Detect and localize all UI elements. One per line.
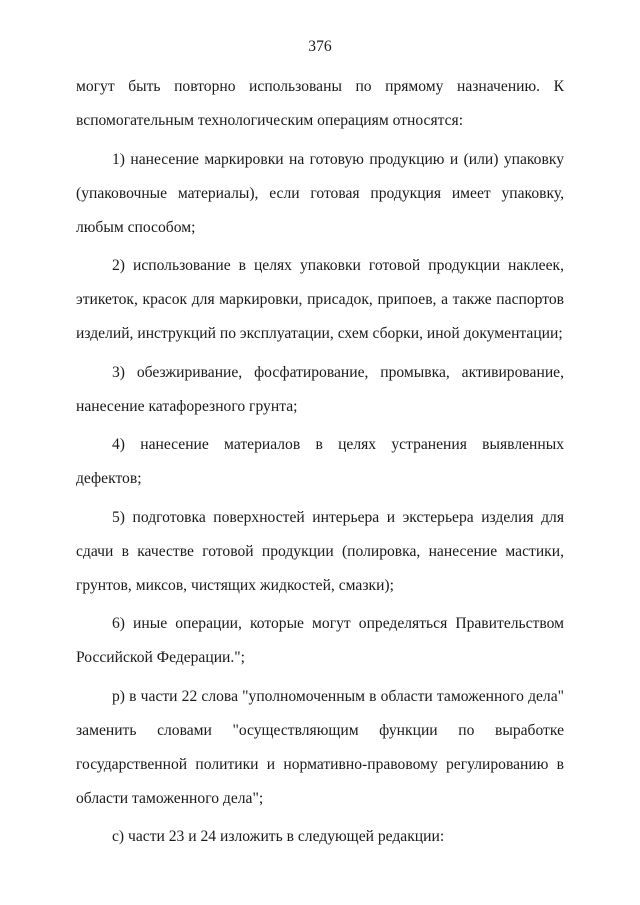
page-number: 376 [308,38,332,55]
paragraph-item-5: 5) подготовка поверхностей интерьера и экстерьера изделия для сдачи в качестве готовой продукции (полировка, нанесение мастики, грунтов, миксов, чистящих жидкостей, смазки); [76,508,564,594]
document-body [76,70,564,859]
paragraph-item-3: 3) обезжиривание, фосфатирование, промывка, активирование, нанесение катафорезного грунта; [76,363,564,415]
paragraph-item-1: 1) нанесение маркировки на готовую продукцию и (или) упаковку (упаковочные материалы), если готовая продукция имеет упаковку, любым способом; [76,150,564,236]
paragraph-clause-r: р) в части 22 слова "уполномоченным в области таможенного дела" заменить словами "осуществляющим функции по выработке государственной политики и нормативно-правовому регулированию в области таможенного дела"; [76,687,564,807]
paragraph-continuation: могут быть повторно использованы по прямому назначению. К вспомогательным технологическим операциям относятся: [76,78,564,129]
paragraph-clause-s: с) части 23 и 24 изложить в следующей редакции: [112,828,445,845]
paragraph-item-4: 4) нанесение материалов в целях устранения выявленных дефектов; [76,436,564,487]
paragraph-item-2: 2) использование в целях упаковки готовой продукции наклеек, этикеток, красок для маркировки, присадок, припоев, а также паспортов изделий, инструкций по эксплуатации, схем сборки, иной документации; [76,257,564,342]
paragraph-item-6: 6) иные операции, которые могут определяться Правительством Российской Федерации."; [76,615,564,666]
